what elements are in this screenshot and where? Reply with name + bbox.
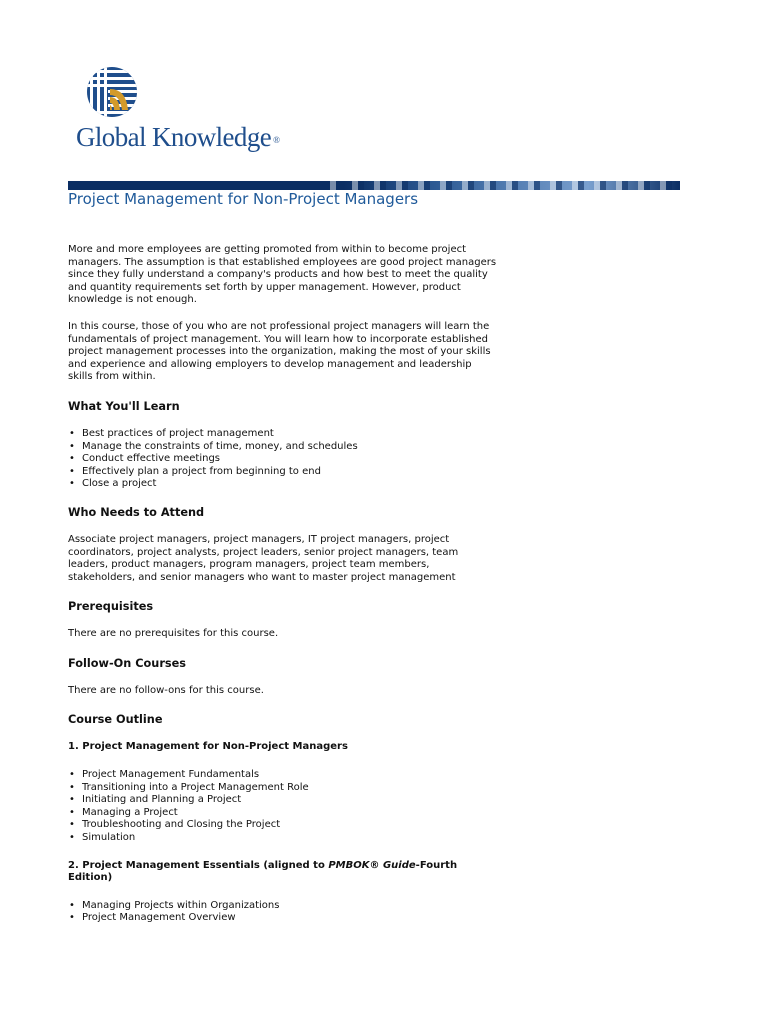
intro-paragraph-1: More and more employees are getting promoted from within to become project managers. The assumption is that established employees are good project managers since they fully understand a company's products and how best to meet the quality and quantity requirements set forth by upper management. However, product knowledge is not enough. [68, 244, 497, 306]
logo-name: Global Knowledge [76, 122, 272, 152]
list-item: • Project Management Overview [68, 912, 498, 925]
list-item: • Simulation [68, 832, 498, 845]
list-item: • Transitioning into a Project Management Role [68, 782, 498, 795]
attend-text: Associate project managers, project managers, IT project managers, project coordinators, project analysts, project leaders, senior project managers, team leaders, product managers, program managers, project team members, stakeholders, and senior managers who want to master project management [68, 533, 459, 583]
header-band-pattern [320, 181, 680, 190]
list-item: • Manage the constraints of time, money, and schedules [68, 441, 498, 454]
prereq-text: There are no prerequisites for this course. [68, 628, 279, 640]
list-item: • Project Management Fundamentals [68, 769, 498, 782]
logo-wordmark [76, 122, 279, 153]
header-band [68, 181, 680, 190]
outline-section-2-list [68, 900, 498, 925]
outline-section-1-list [68, 769, 498, 845]
list-item: • Managing Projects within Organizations [68, 900, 498, 913]
list-item: • Conduct effective meetings [68, 453, 498, 466]
section-2-title-end: -Fourth Edition) [68, 859, 458, 884]
outline-section-2-title [68, 860, 498, 885]
list-item: • Effectively plan a project from beginning to end [68, 466, 498, 479]
course-description [68, 244, 498, 940]
list-item: • Managing a Project [68, 807, 498, 820]
learn-heading: What You'll Learn [68, 399, 180, 413]
list-item: • Troubleshooting and Closing the Project [68, 819, 498, 832]
company-logo [76, 64, 296, 156]
section-2-title-start: 2. Project Management Essentials (aligned to [68, 859, 329, 871]
followon-heading: Follow-On Courses [68, 656, 187, 670]
globe-logo-icon [86, 66, 138, 118]
list-item: • Best practices of project management [68, 428, 498, 441]
list-item: • Initiating and Planning a Project [68, 794, 498, 807]
outline-section-1-title: 1. Project Management for Non-Project Managers [68, 741, 348, 753]
learn-list [68, 428, 498, 491]
logo-registered-mark: ® [273, 134, 280, 145]
list-item: • Close a project [68, 478, 498, 491]
followon-text: There are no follow-ons for this course. [68, 684, 264, 696]
page-title: Project Management for Non-Project Managers [68, 190, 419, 208]
attend-heading: Who Needs to Attend [68, 505, 205, 519]
section-2-title-emphasis: PMBOK® Guide [328, 859, 416, 871]
outline-heading: Course Outline [68, 713, 163, 727]
prereq-heading: Prerequisites [68, 600, 154, 614]
intro-paragraph-2: In this course, those of you who are not professional project managers will learn the fundamentals of project management. You will learn how to incorporate established project management processes into the organization, making the most of your skills and experience and allowing employers to develop management and leadership skills from within. [68, 320, 491, 383]
